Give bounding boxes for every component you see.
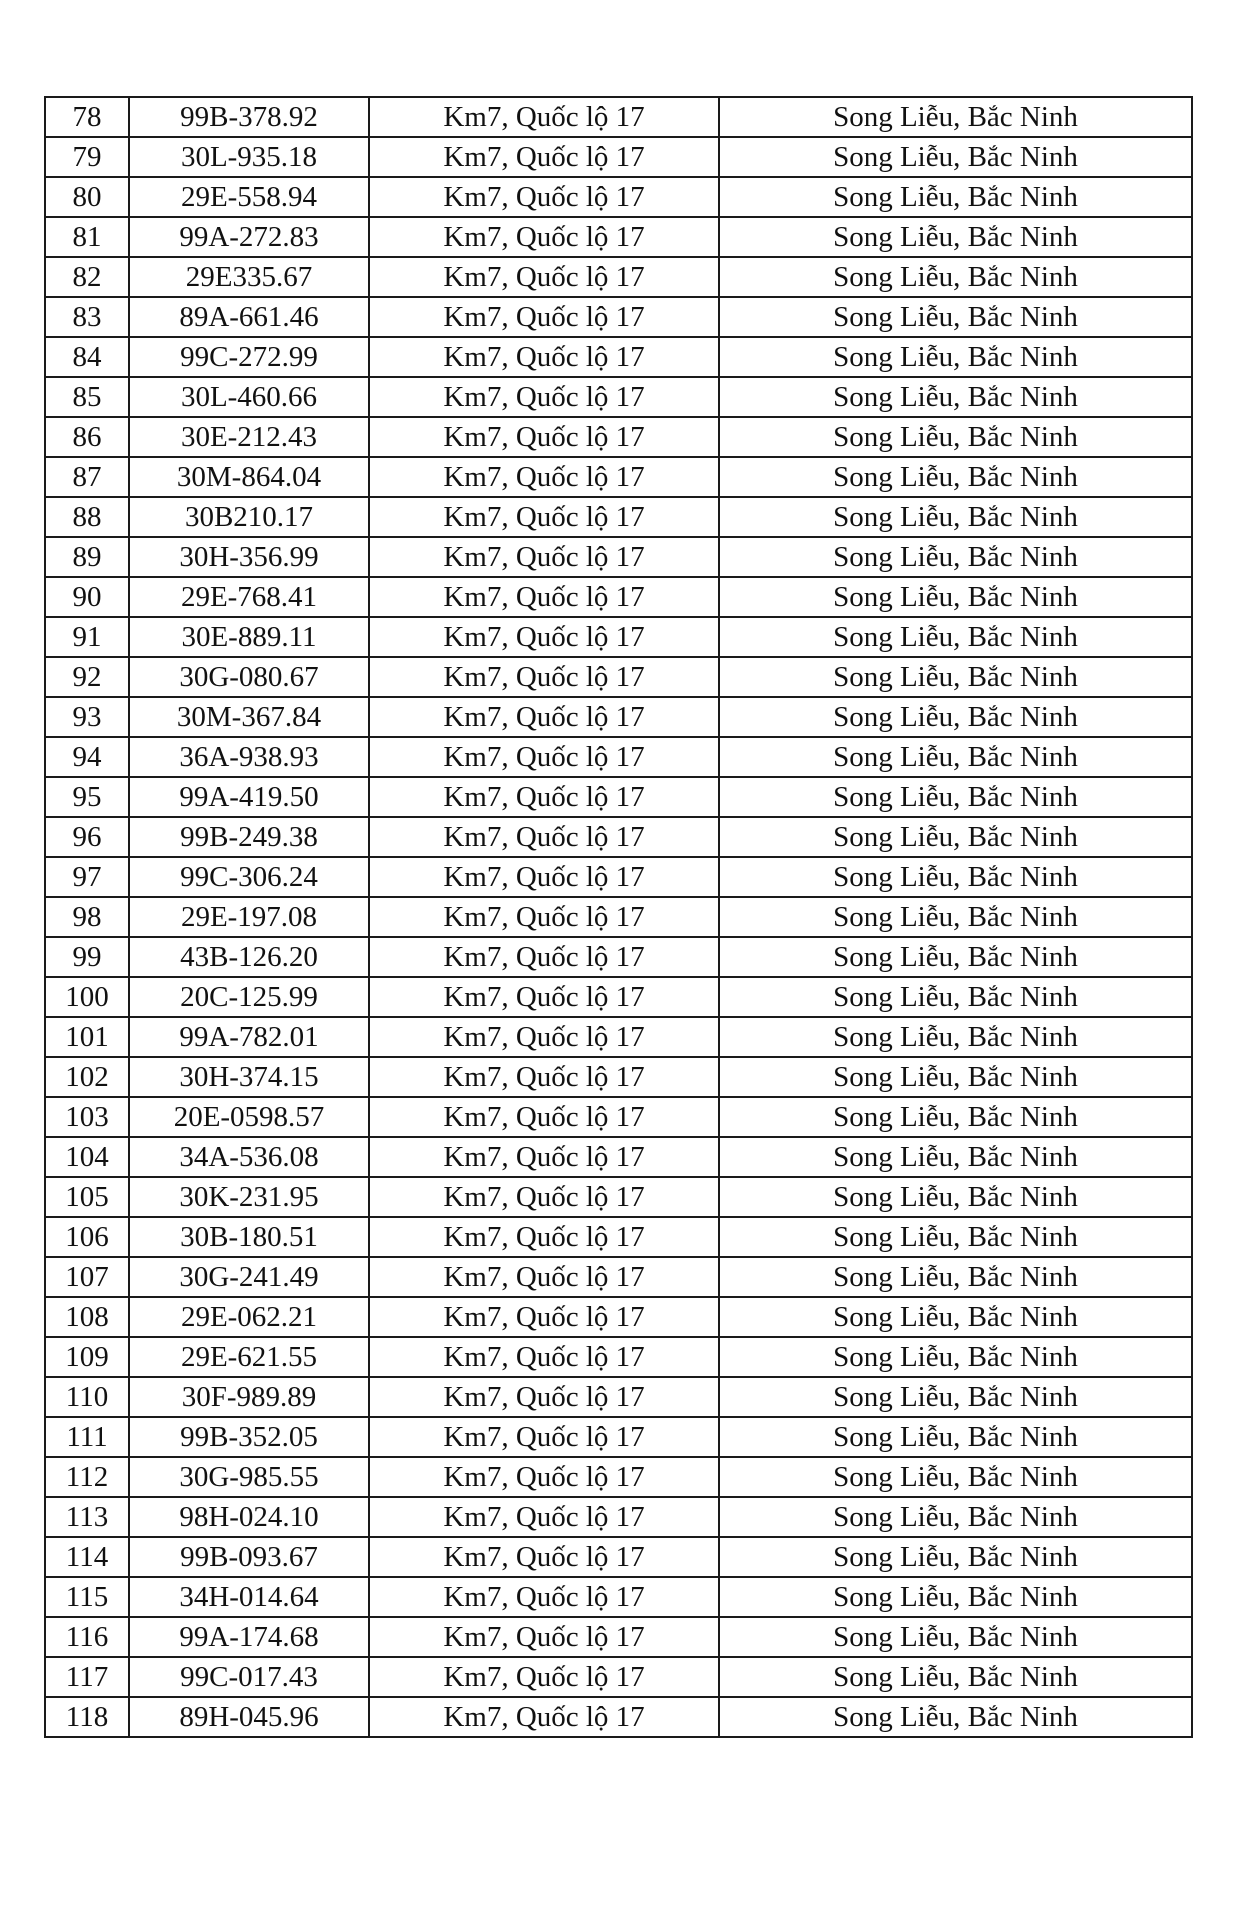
location-cell: Km7, Quốc lộ 17: [369, 1697, 719, 1737]
license-plate-cell: 99B-249.38: [129, 817, 369, 857]
location-cell: Km7, Quốc lộ 17: [369, 257, 719, 297]
table-row: [45, 1537, 1192, 1577]
row-number-cell: 118: [45, 1697, 129, 1737]
table-row: [45, 417, 1192, 457]
location-cell: Km7, Quốc lộ 17: [369, 1137, 719, 1177]
row-number-cell: 114: [45, 1537, 129, 1577]
table-row: [45, 1617, 1192, 1657]
license-plate-cell: 34A-536.08: [129, 1137, 369, 1177]
area-cell: Song Liễu, Bắc Ninh: [719, 1697, 1192, 1737]
table-row: [45, 1257, 1192, 1297]
area-cell: Song Liễu, Bắc Ninh: [719, 1577, 1192, 1617]
row-number-cell: 117: [45, 1657, 129, 1697]
row-number-cell: 81: [45, 217, 129, 257]
license-plate-cell: 30H-356.99: [129, 537, 369, 577]
area-cell: Song Liễu, Bắc Ninh: [719, 1057, 1192, 1097]
location-cell: Km7, Quốc lộ 17: [369, 1497, 719, 1537]
area-cell: Song Liễu, Bắc Ninh: [719, 97, 1192, 137]
license-plate-cell: 99A-272.83: [129, 217, 369, 257]
violation-table-body: [45, 97, 1192, 1737]
area-cell: Song Liễu, Bắc Ninh: [719, 1137, 1192, 1177]
row-number-cell: 111: [45, 1417, 129, 1457]
location-cell: Km7, Quốc lộ 17: [369, 857, 719, 897]
row-number-cell: 87: [45, 457, 129, 497]
license-plate-cell: 20C-125.99: [129, 977, 369, 1017]
row-number-cell: 92: [45, 657, 129, 697]
license-plate-cell: 99B-352.05: [129, 1417, 369, 1457]
location-cell: Km7, Quốc lộ 17: [369, 137, 719, 177]
area-cell: Song Liễu, Bắc Ninh: [719, 337, 1192, 377]
row-number-cell: 78: [45, 97, 129, 137]
table-row: [45, 817, 1192, 857]
license-plate-cell: 29E-621.55: [129, 1337, 369, 1377]
area-cell: Song Liễu, Bắc Ninh: [719, 1337, 1192, 1377]
area-cell: Song Liễu, Bắc Ninh: [719, 1097, 1192, 1137]
table-row: [45, 1017, 1192, 1057]
license-plate-cell: 30G-985.55: [129, 1457, 369, 1497]
location-cell: Km7, Quốc lộ 17: [369, 1177, 719, 1217]
location-cell: Km7, Quốc lộ 17: [369, 617, 719, 657]
row-number-cell: 106: [45, 1217, 129, 1257]
row-number-cell: 107: [45, 1257, 129, 1297]
area-cell: Song Liễu, Bắc Ninh: [719, 577, 1192, 617]
location-cell: Km7, Quốc lộ 17: [369, 377, 719, 417]
area-cell: Song Liễu, Bắc Ninh: [719, 1417, 1192, 1457]
area-cell: Song Liễu, Bắc Ninh: [719, 1017, 1192, 1057]
table-row: [45, 217, 1192, 257]
license-plate-cell: 99C-306.24: [129, 857, 369, 897]
row-number-cell: 95: [45, 777, 129, 817]
table-row: [45, 577, 1192, 617]
location-cell: Km7, Quốc lộ 17: [369, 817, 719, 857]
license-plate-cell: 34H-014.64: [129, 1577, 369, 1617]
area-cell: Song Liễu, Bắc Ninh: [719, 897, 1192, 937]
area-cell: Song Liễu, Bắc Ninh: [719, 1297, 1192, 1337]
table-row: [45, 457, 1192, 497]
area-cell: Song Liễu, Bắc Ninh: [719, 857, 1192, 897]
row-number-cell: 80: [45, 177, 129, 217]
row-number-cell: 90: [45, 577, 129, 617]
row-number-cell: 85: [45, 377, 129, 417]
license-plate-cell: 99C-272.99: [129, 337, 369, 377]
location-cell: Km7, Quốc lộ 17: [369, 1417, 719, 1457]
location-cell: Km7, Quốc lộ 17: [369, 1217, 719, 1257]
license-plate-cell: 89H-045.96: [129, 1697, 369, 1737]
row-number-cell: 102: [45, 1057, 129, 1097]
location-cell: Km7, Quốc lộ 17: [369, 1537, 719, 1577]
area-cell: Song Liễu, Bắc Ninh: [719, 457, 1192, 497]
row-number-cell: 83: [45, 297, 129, 337]
location-cell: Km7, Quốc lộ 17: [369, 1377, 719, 1417]
location-cell: Km7, Quốc lộ 17: [369, 1617, 719, 1657]
license-plate-cell: 89A-661.46: [129, 297, 369, 337]
row-number-cell: 99: [45, 937, 129, 977]
area-cell: Song Liễu, Bắc Ninh: [719, 1177, 1192, 1217]
location-cell: Km7, Quốc lộ 17: [369, 657, 719, 697]
area-cell: Song Liễu, Bắc Ninh: [719, 977, 1192, 1017]
area-cell: Song Liễu, Bắc Ninh: [719, 937, 1192, 977]
location-cell: Km7, Quốc lộ 17: [369, 1657, 719, 1697]
table-row: [45, 1697, 1192, 1737]
table-row: [45, 1417, 1192, 1457]
table-row: [45, 1337, 1192, 1377]
license-plate-cell: 30H-374.15: [129, 1057, 369, 1097]
table-row: [45, 617, 1192, 657]
location-cell: Km7, Quốc lộ 17: [369, 97, 719, 137]
row-number-cell: 103: [45, 1097, 129, 1137]
row-number-cell: 104: [45, 1137, 129, 1177]
row-number-cell: 79: [45, 137, 129, 177]
row-number-cell: 84: [45, 337, 129, 377]
row-number-cell: 82: [45, 257, 129, 297]
location-cell: Km7, Quốc lộ 17: [369, 697, 719, 737]
row-number-cell: 101: [45, 1017, 129, 1057]
table-row: [45, 657, 1192, 697]
location-cell: Km7, Quốc lộ 17: [369, 497, 719, 537]
table-row: [45, 297, 1192, 337]
table-row: [45, 697, 1192, 737]
license-plate-cell: 29E-558.94: [129, 177, 369, 217]
license-plate-cell: 30F-989.89: [129, 1377, 369, 1417]
row-number-cell: 109: [45, 1337, 129, 1377]
location-cell: Km7, Quốc lộ 17: [369, 1097, 719, 1137]
row-number-cell: 88: [45, 497, 129, 537]
area-cell: Song Liễu, Bắc Ninh: [719, 1257, 1192, 1297]
license-plate-cell: 30E-889.11: [129, 617, 369, 657]
row-number-cell: 97: [45, 857, 129, 897]
table-row: [45, 1297, 1192, 1337]
license-plate-cell: 99C-017.43: [129, 1657, 369, 1697]
table-row: [45, 1217, 1192, 1257]
location-cell: Km7, Quốc lộ 17: [369, 1257, 719, 1297]
license-plate-cell: 99A-782.01: [129, 1017, 369, 1057]
table-row: [45, 97, 1192, 137]
area-cell: Song Liễu, Bắc Ninh: [719, 1657, 1192, 1697]
row-number-cell: 86: [45, 417, 129, 457]
row-number-cell: 112: [45, 1457, 129, 1497]
table-row: [45, 1057, 1192, 1097]
license-plate-cell: 30M-367.84: [129, 697, 369, 737]
license-plate-cell: 99B-378.92: [129, 97, 369, 137]
area-cell: Song Liễu, Bắc Ninh: [719, 257, 1192, 297]
area-cell: Song Liễu, Bắc Ninh: [719, 1497, 1192, 1537]
table-row: [45, 777, 1192, 817]
license-plate-cell: 30L-460.66: [129, 377, 369, 417]
row-number-cell: 113: [45, 1497, 129, 1537]
table-row: [45, 1177, 1192, 1217]
table-row: [45, 1377, 1192, 1417]
table-row: [45, 737, 1192, 777]
area-cell: Song Liễu, Bắc Ninh: [719, 537, 1192, 577]
location-cell: Km7, Quốc lộ 17: [369, 337, 719, 377]
location-cell: Km7, Quốc lộ 17: [369, 897, 719, 937]
table-row: [45, 257, 1192, 297]
location-cell: Km7, Quốc lộ 17: [369, 1457, 719, 1497]
table-row: [45, 1097, 1192, 1137]
area-cell: Song Liễu, Bắc Ninh: [719, 737, 1192, 777]
area-cell: Song Liễu, Bắc Ninh: [719, 417, 1192, 457]
row-number-cell: 96: [45, 817, 129, 857]
location-cell: Km7, Quốc lộ 17: [369, 1577, 719, 1617]
area-cell: Song Liễu, Bắc Ninh: [719, 1377, 1192, 1417]
license-plate-cell: 30G-241.49: [129, 1257, 369, 1297]
area-cell: Song Liễu, Bắc Ninh: [719, 697, 1192, 737]
area-cell: Song Liễu, Bắc Ninh: [719, 217, 1192, 257]
location-cell: Km7, Quốc lộ 17: [369, 737, 719, 777]
table-row: [45, 857, 1192, 897]
row-number-cell: 91: [45, 617, 129, 657]
license-plate-cell: 98H-024.10: [129, 1497, 369, 1537]
area-cell: Song Liễu, Bắc Ninh: [719, 297, 1192, 337]
row-number-cell: 93: [45, 697, 129, 737]
location-cell: Km7, Quốc lộ 17: [369, 457, 719, 497]
license-plate-cell: 43B-126.20: [129, 937, 369, 977]
row-number-cell: 115: [45, 1577, 129, 1617]
row-number-cell: 89: [45, 537, 129, 577]
area-cell: Song Liễu, Bắc Ninh: [719, 177, 1192, 217]
location-cell: Km7, Quốc lộ 17: [369, 1057, 719, 1097]
area-cell: Song Liễu, Bắc Ninh: [719, 137, 1192, 177]
table-row: [45, 497, 1192, 537]
license-plate-cell: 30L-935.18: [129, 137, 369, 177]
location-cell: Km7, Quốc lộ 17: [369, 177, 719, 217]
table-row: [45, 377, 1192, 417]
table-row: [45, 1137, 1192, 1177]
row-number-cell: 116: [45, 1617, 129, 1657]
location-cell: Km7, Quốc lộ 17: [369, 417, 719, 457]
table-row: [45, 1657, 1192, 1697]
table-row: [45, 1577, 1192, 1617]
table-row: [45, 137, 1192, 177]
row-number-cell: 105: [45, 1177, 129, 1217]
license-plate-cell: 29E-768.41: [129, 577, 369, 617]
license-plate-cell: 29E-062.21: [129, 1297, 369, 1337]
license-plate-cell: 30E-212.43: [129, 417, 369, 457]
license-plate-cell: 99B-093.67: [129, 1537, 369, 1577]
row-number-cell: 108: [45, 1297, 129, 1337]
table-row: [45, 1497, 1192, 1537]
license-plate-cell: 29E-197.08: [129, 897, 369, 937]
license-plate-cell: 30B210.17: [129, 497, 369, 537]
area-cell: Song Liễu, Bắc Ninh: [719, 1537, 1192, 1577]
table-row: [45, 937, 1192, 977]
location-cell: Km7, Quốc lộ 17: [369, 937, 719, 977]
location-cell: Km7, Quốc lộ 17: [369, 1337, 719, 1377]
license-plate-cell: 99A-419.50: [129, 777, 369, 817]
area-cell: Song Liễu, Bắc Ninh: [719, 497, 1192, 537]
license-plate-cell: 30B-180.51: [129, 1217, 369, 1257]
license-plate-cell: 30K-231.95: [129, 1177, 369, 1217]
row-number-cell: 98: [45, 897, 129, 937]
table-row: [45, 977, 1192, 1017]
row-number-cell: 100: [45, 977, 129, 1017]
table-row: [45, 537, 1192, 577]
table-row: [45, 177, 1192, 217]
location-cell: Km7, Quốc lộ 17: [369, 577, 719, 617]
license-plate-cell: 30M-864.04: [129, 457, 369, 497]
area-cell: Song Liễu, Bắc Ninh: [719, 657, 1192, 697]
location-cell: Km7, Quốc lộ 17: [369, 777, 719, 817]
area-cell: Song Liễu, Bắc Ninh: [719, 617, 1192, 657]
license-plate-cell: 99A-174.68: [129, 1617, 369, 1657]
row-number-cell: 94: [45, 737, 129, 777]
license-plate-cell: 29E335.67: [129, 257, 369, 297]
row-number-cell: 110: [45, 1377, 129, 1417]
license-plate-cell: 20E-0598.57: [129, 1097, 369, 1137]
area-cell: Song Liễu, Bắc Ninh: [719, 1457, 1192, 1497]
area-cell: Song Liễu, Bắc Ninh: [719, 817, 1192, 857]
table-row: [45, 1457, 1192, 1497]
table-row: [45, 897, 1192, 937]
license-plate-cell: 36A-938.93: [129, 737, 369, 777]
area-cell: Song Liễu, Bắc Ninh: [719, 1617, 1192, 1657]
location-cell: Km7, Quốc lộ 17: [369, 977, 719, 1017]
license-plate-cell: 30G-080.67: [129, 657, 369, 697]
violation-table: [44, 96, 1193, 1738]
location-cell: Km7, Quốc lộ 17: [369, 537, 719, 577]
table-row: [45, 337, 1192, 377]
area-cell: Song Liễu, Bắc Ninh: [719, 377, 1192, 417]
area-cell: Song Liễu, Bắc Ninh: [719, 1217, 1192, 1257]
location-cell: Km7, Quốc lộ 17: [369, 1297, 719, 1337]
location-cell: Km7, Quốc lộ 17: [369, 297, 719, 337]
area-cell: Song Liễu, Bắc Ninh: [719, 777, 1192, 817]
location-cell: Km7, Quốc lộ 17: [369, 217, 719, 257]
location-cell: Km7, Quốc lộ 17: [369, 1017, 719, 1057]
